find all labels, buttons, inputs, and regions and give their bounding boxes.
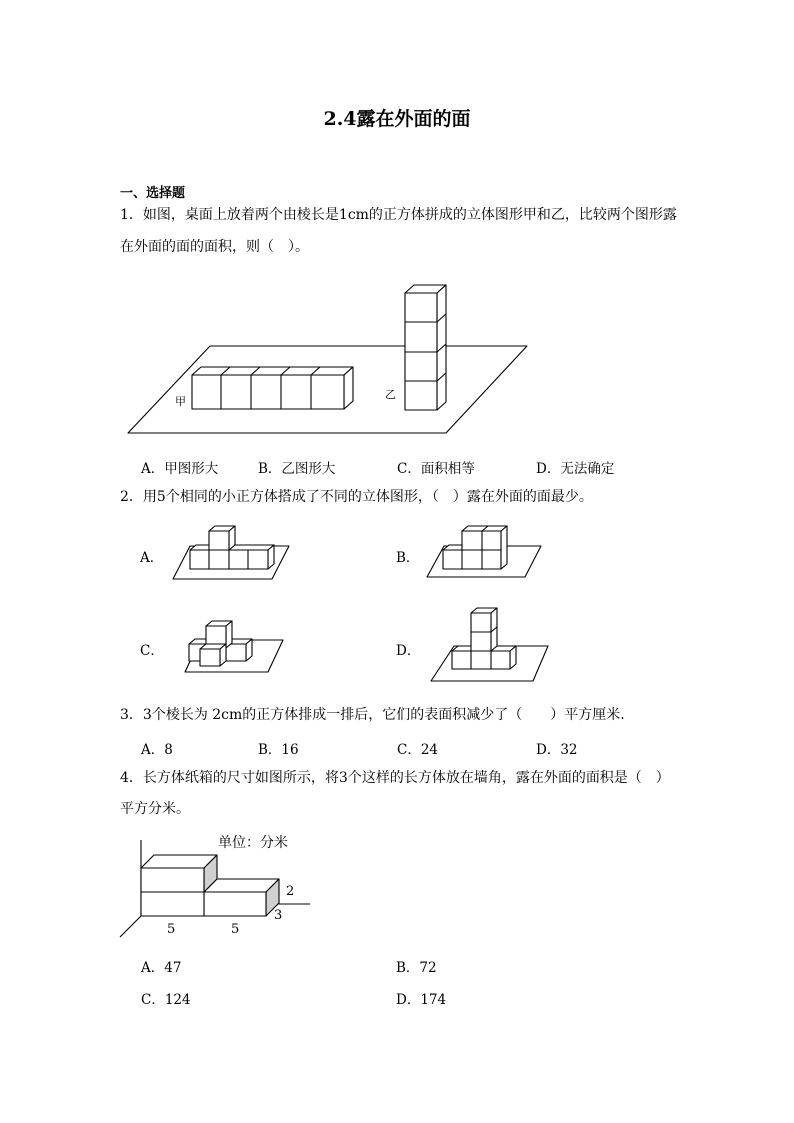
q4-option-d[interactable]: D．174 bbox=[396, 992, 447, 1008]
q4-dim-depth: 3 bbox=[274, 908, 283, 923]
q2-option-d-label[interactable]: D． bbox=[396, 643, 421, 659]
q2-option-c-label[interactable]: C． bbox=[140, 643, 164, 659]
q4-option-b[interactable]: B．72 bbox=[396, 960, 437, 976]
q4-floor-edge bbox=[120, 916, 141, 937]
q4-text-line2: 平方分米。 bbox=[120, 801, 190, 817]
q4-option-c[interactable]: C．124 bbox=[141, 992, 191, 1008]
q3-text: 3．3个棱长为 2cm的正方体排成一排后，它们的表面积减少了（ ）平方厘米. bbox=[120, 707, 625, 723]
q1-option-d[interactable]: D．无法确定 bbox=[536, 461, 615, 477]
q4-dim-height: 2 bbox=[286, 884, 295, 899]
q1-label-jia: 甲 bbox=[175, 395, 186, 408]
q1-option-b[interactable]: B．乙图形大 bbox=[258, 461, 336, 477]
q3-option-a[interactable]: A．8 bbox=[141, 742, 173, 758]
q2-option-a-label[interactable]: A． bbox=[140, 550, 164, 566]
q3-option-d[interactable]: D．32 bbox=[536, 742, 578, 758]
q1-option-c[interactable]: C．面积相等 bbox=[397, 461, 475, 477]
q1-label-yi: 乙 bbox=[385, 388, 396, 401]
q2-option-b-label[interactable]: B． bbox=[396, 550, 420, 566]
q4-dim-length-right: 5 bbox=[231, 922, 240, 937]
q4-unit-label: 单位：分米 bbox=[218, 835, 288, 851]
q1-option-a[interactable]: A．甲图形大 bbox=[141, 461, 219, 477]
q1-text-line1: 1．如图，桌面上放着两个由棱长是1cm的正方体拼成的立体图形甲和乙，比较两个图形露 bbox=[120, 207, 677, 223]
q4-text-line1: 4．长方体纸箱的尺寸如图所示，将3个这样的长方体放在墙角，露在外面的面积是（ ） bbox=[120, 770, 670, 786]
section-heading: 一、选择题 bbox=[120, 186, 186, 201]
q4-dim-length-left: 5 bbox=[167, 922, 176, 937]
q1-text-line2: 在外面的面的面积，则（ ）。 bbox=[120, 239, 309, 255]
q3-option-c[interactable]: C．24 bbox=[397, 742, 439, 758]
q4-option-a[interactable]: A．47 bbox=[141, 960, 182, 976]
q2-text: 2．用5个相同的小正方体搭成了不同的立体图形，（ ）露在外面的面最少。 bbox=[120, 489, 593, 505]
page-title: 2.4露在外面的面 bbox=[323, 108, 471, 130]
q3-option-b[interactable]: B．16 bbox=[258, 742, 299, 758]
